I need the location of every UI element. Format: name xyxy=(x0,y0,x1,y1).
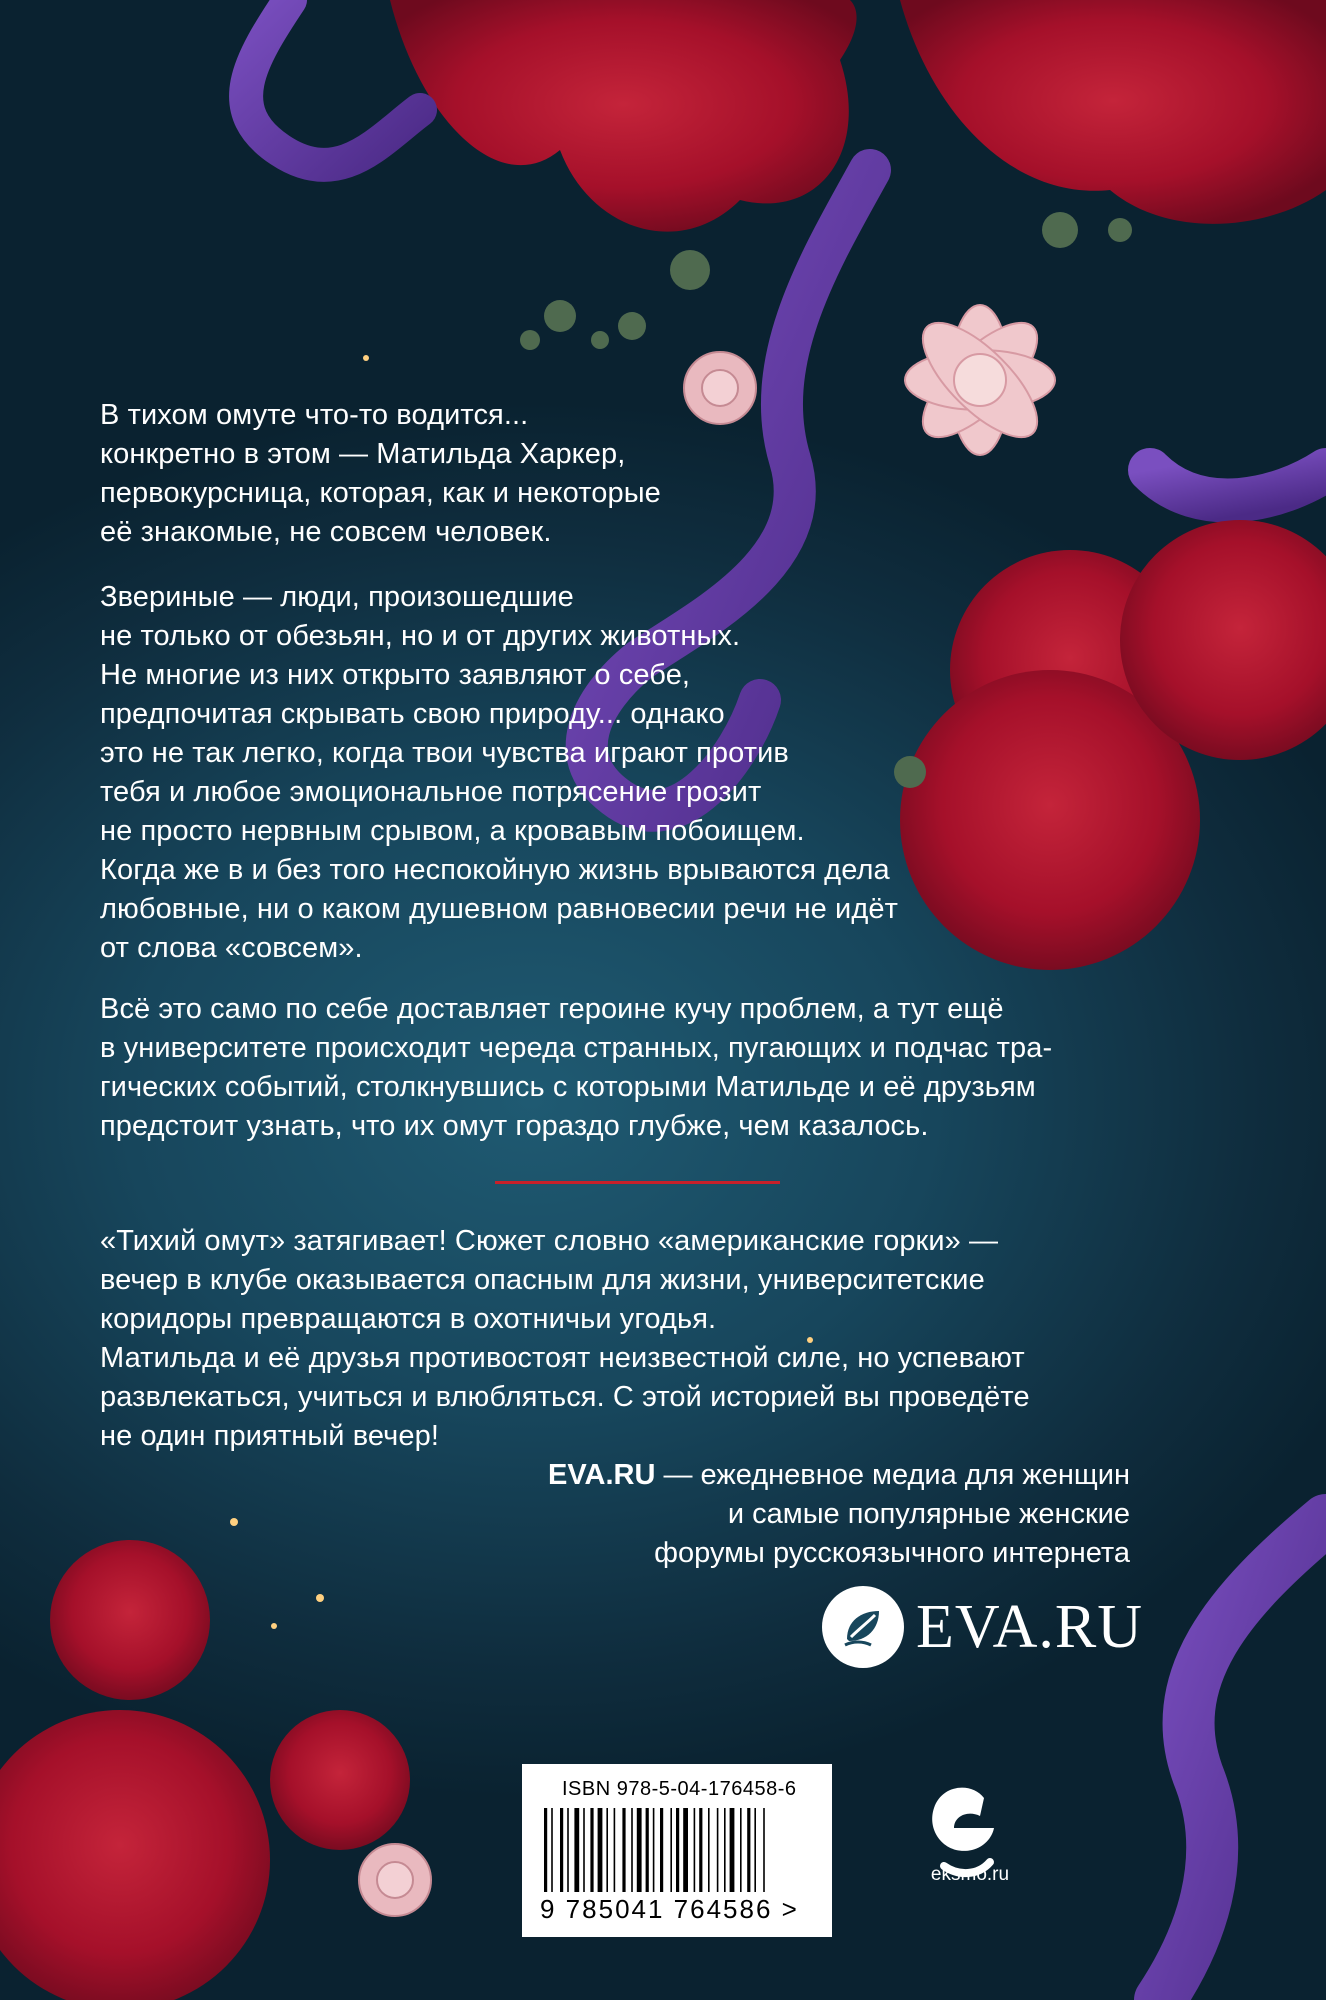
review-text: «Тихий омут» затягивает! Сюжет словно «американские горки» — вечер в клубе оказывается опасным для жизни, университетские коридоры превращаются в охотничьи угодья. Матильда и её друзья противостоят неизвестной силе, но успевают развлекаться, учиться и влюбляться. С этой историей вы проведёте не один приятный вечер! xyxy=(100,1225,1030,1452)
bottom-left-red-lily-pads xyxy=(0,1540,410,2000)
review-source-description: — ежедневное медиа для женщин и самые популярные женские форумы русскоязычного интернета xyxy=(654,1459,1130,1569)
review-source-name: EVA.RU xyxy=(548,1459,656,1491)
isbn-barcode xyxy=(522,1764,832,1937)
paragraph-text: Звериные — люди, произошедшие не только от обезьян, но и от других животных. Не многие из них открыто заявляют о себе, предпочитая скрывать свою природу... однако это не так легко, когда твои чувства играют против тебя и любое эмоциональное потрясение грозит не просто нервным срывом, а кровавым побоищем. Когда же в и без того неспокойную жизнь врываются дела любовные, ни о каком душевном равновесии речи не идёт от слова «совсем». xyxy=(100,581,898,964)
isbn-label: ISBN 978-5-04-176458-6 xyxy=(562,1778,797,1800)
barcode-number xyxy=(540,1894,799,1925)
description-paragraph-2 xyxy=(100,578,1160,992)
eva-ru-logo-text: EVA.RU xyxy=(916,1592,1144,1661)
barcode-digits: 9 785041 764586 xyxy=(540,1894,773,1924)
barcode-bars xyxy=(544,1808,814,1896)
paragraph-text: В тихом омуте что-то водится... конкретно в этом — Матильда Харкер, первокурсница, которая, как и некоторые её знакомые, не совсем человек. xyxy=(100,399,661,548)
red-divider xyxy=(495,1181,780,1184)
eva-ru-logo xyxy=(822,1582,1143,1672)
leaf-icon xyxy=(822,1586,904,1668)
review-quote xyxy=(100,1222,1160,1480)
paragraph-text: Всё это само по себе доставляет героине кучу проблем, а тут ещё в университете происходит череда странных, пугающих и подчас тра- гических событий, столкнувшись с которыми Матильде и её друзьям предстоит узнать, что их омут гораздо глубже, чем казалось. xyxy=(100,993,1053,1142)
description-paragraph-1 xyxy=(100,396,1160,576)
publisher-url: eksmo.ru xyxy=(930,1864,1010,1885)
barcode-end-mark: > xyxy=(781,1894,799,1924)
description-paragraph-3 xyxy=(100,990,1160,1170)
review-attribution xyxy=(430,1456,1130,1573)
